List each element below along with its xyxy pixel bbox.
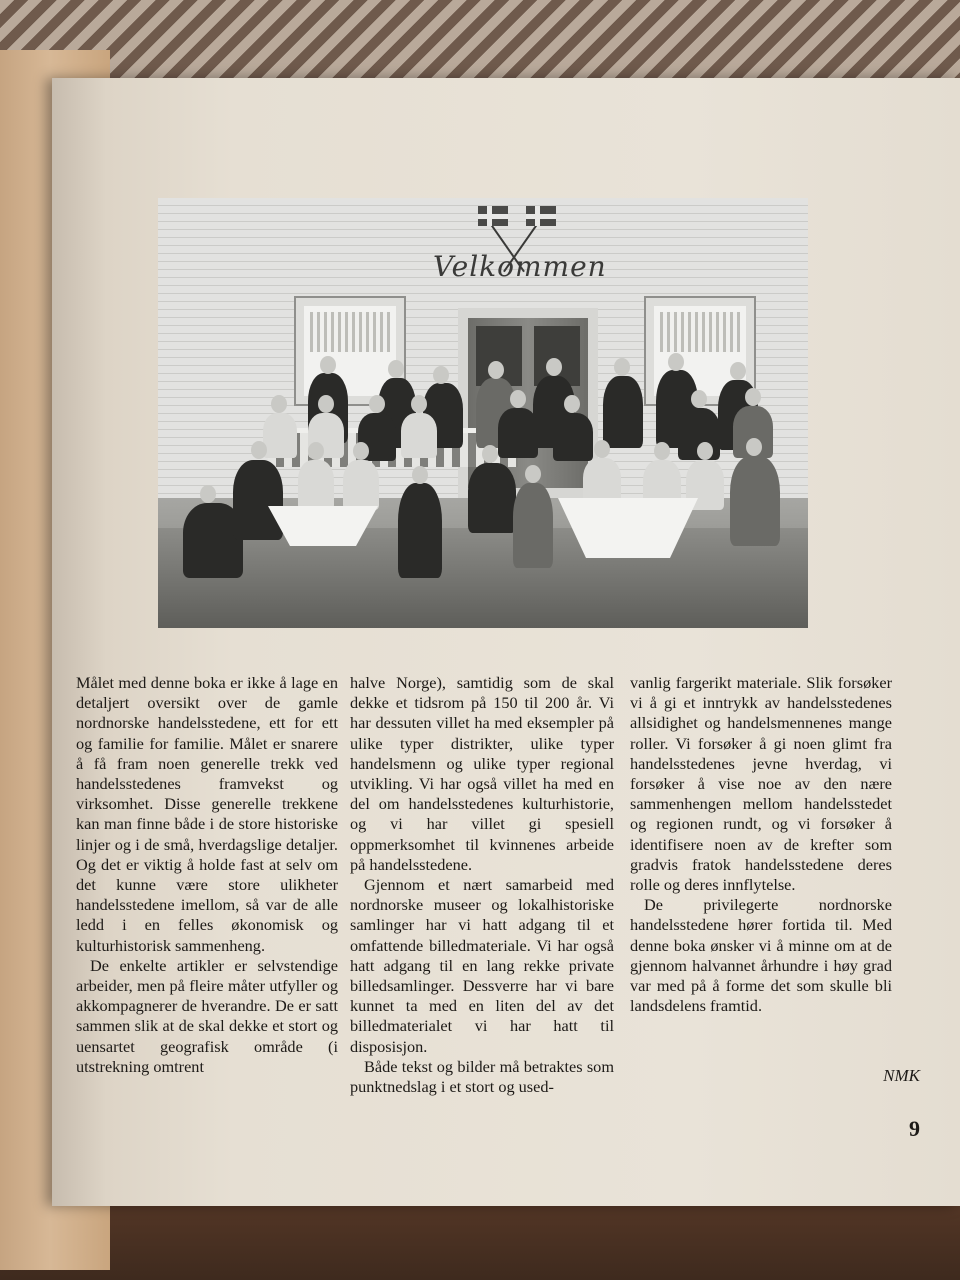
- welcome-sign: Velkommen: [433, 250, 607, 283]
- page-number: 9: [909, 1116, 920, 1141]
- person-head: [271, 395, 287, 413]
- person: [498, 408, 538, 458]
- person-head: [510, 390, 526, 408]
- person-head: [525, 465, 541, 483]
- person-head: [388, 360, 404, 378]
- person-head: [746, 438, 762, 456]
- paragraph: Gjennom et nært samarbeid med nordnorske museer og lokalhistoriske samlinger har vi hatt adgang til et omfattende billedmateriale. Vi har også hatt adgang til en lang rekke private billedsamlinger. Dessverre har vi bare kunnet ta med en liten del av det billedmaterialet vi har hatt til disposisjon.: [350, 875, 614, 1056]
- person-seated: [513, 483, 553, 568]
- paragraph: halve Norge), samtidig som de skal dekke et tidsrom på 150 til 200 år. Vi har dessuten villet ha med eksempler på ulike typer distrikter, ulike typer handelsmenn og ulike typer regional utvikling. Vi har også villet ha med en del om handelsstedenes kulturhistorie, og vi har villet gi spesiell oppmerksomhet til kvinnenes arbeide på handelsstedene.: [350, 673, 614, 874]
- person-head: [369, 395, 385, 413]
- person-head: [546, 358, 562, 376]
- person-head: [668, 353, 684, 371]
- person-seated: [398, 483, 442, 578]
- person-head: [564, 395, 580, 413]
- paragraph: Både tekst og bilder må betraktes som punktnedslag i et stort og used-: [350, 1056, 614, 1097]
- paragraph: De privilegerte nordnorske handelsstedene hører fortida til. Med denne boka ønsker vi å minne om at de gjennom halvannet århundre i høy grad var med på å forme det som skulle bli landsdelens framtid.: [630, 895, 892, 1016]
- text-column-3: [630, 673, 892, 1016]
- flag-left: [478, 206, 508, 226]
- person-head: [412, 466, 428, 484]
- person-head: [654, 442, 670, 460]
- person-head: [614, 358, 630, 376]
- historical-group-photo: [158, 198, 808, 628]
- flag-right: [526, 206, 556, 226]
- person: [233, 460, 283, 540]
- person-head: [353, 442, 369, 460]
- paragraph: vanlig fargerikt materiale. Slik forsøker vi å gi et inntrykk av handelsstedenes allsidighet og handelsmennenes mange roller. Vi forsøker å gi noen glimt fra handelsstedenes jevne hverdag, vi forsøker å vise noe av den nære sammenhengen mellom handelsstedet og regionen rundt, og vi forsøker å identifisere noen av de krefter som gradvis fratok handelsstedene deres rolle og deres innflytelse.: [630, 673, 892, 895]
- person-head: [482, 445, 498, 463]
- person-head: [745, 388, 761, 406]
- person-head: [594, 440, 610, 458]
- text-column-2: [350, 673, 614, 1097]
- paragraph: Målet med denne boka er ikke å lage en detaljert oversikt over de gamle nordnorske handelsstedene, ett for ett og familie for familie. Målet er snarere å få fram noen generelle trekk ved handelsstedenes framvekst og virksomhet. Disse generelle trekkene kan man finne både i de store historiske linjer og i de små, hverdagslige detaljer. Og det er viktig å holde fast at selv om det kunne være store ulikheter handelsstedene imellom, så var de alle ledd i en felles økonomisk og kulturhistorisk sammenheng.: [76, 673, 338, 955]
- person-head: [730, 362, 746, 380]
- person-head: [308, 442, 324, 460]
- text-column-1: [76, 673, 338, 1077]
- person-head: [411, 395, 427, 413]
- person: [401, 413, 437, 458]
- person: [553, 413, 593, 461]
- person-head: [320, 356, 336, 374]
- person: [730, 456, 780, 546]
- person: [263, 413, 297, 458]
- paragraph: De enkelte artikler er selvstendige arbeider, men på fleire måter utfyller og akkompagnerer de hverandre. De er satt sammen slik at de skal dekke et stort og uensartet geografisk område (i utstrekning omtrent: [76, 955, 338, 1076]
- ground: [158, 528, 808, 628]
- person-head: [488, 361, 504, 379]
- person-head: [200, 485, 216, 503]
- person-head: [691, 390, 707, 408]
- person: [603, 376, 643, 448]
- person-head: [697, 442, 713, 460]
- author-signature: NMK: [883, 1066, 920, 1085]
- person: [298, 460, 334, 510]
- person-head: [318, 395, 334, 413]
- person: [468, 463, 516, 533]
- person-head: [433, 366, 449, 384]
- person-head: [251, 441, 267, 459]
- person: [343, 460, 379, 510]
